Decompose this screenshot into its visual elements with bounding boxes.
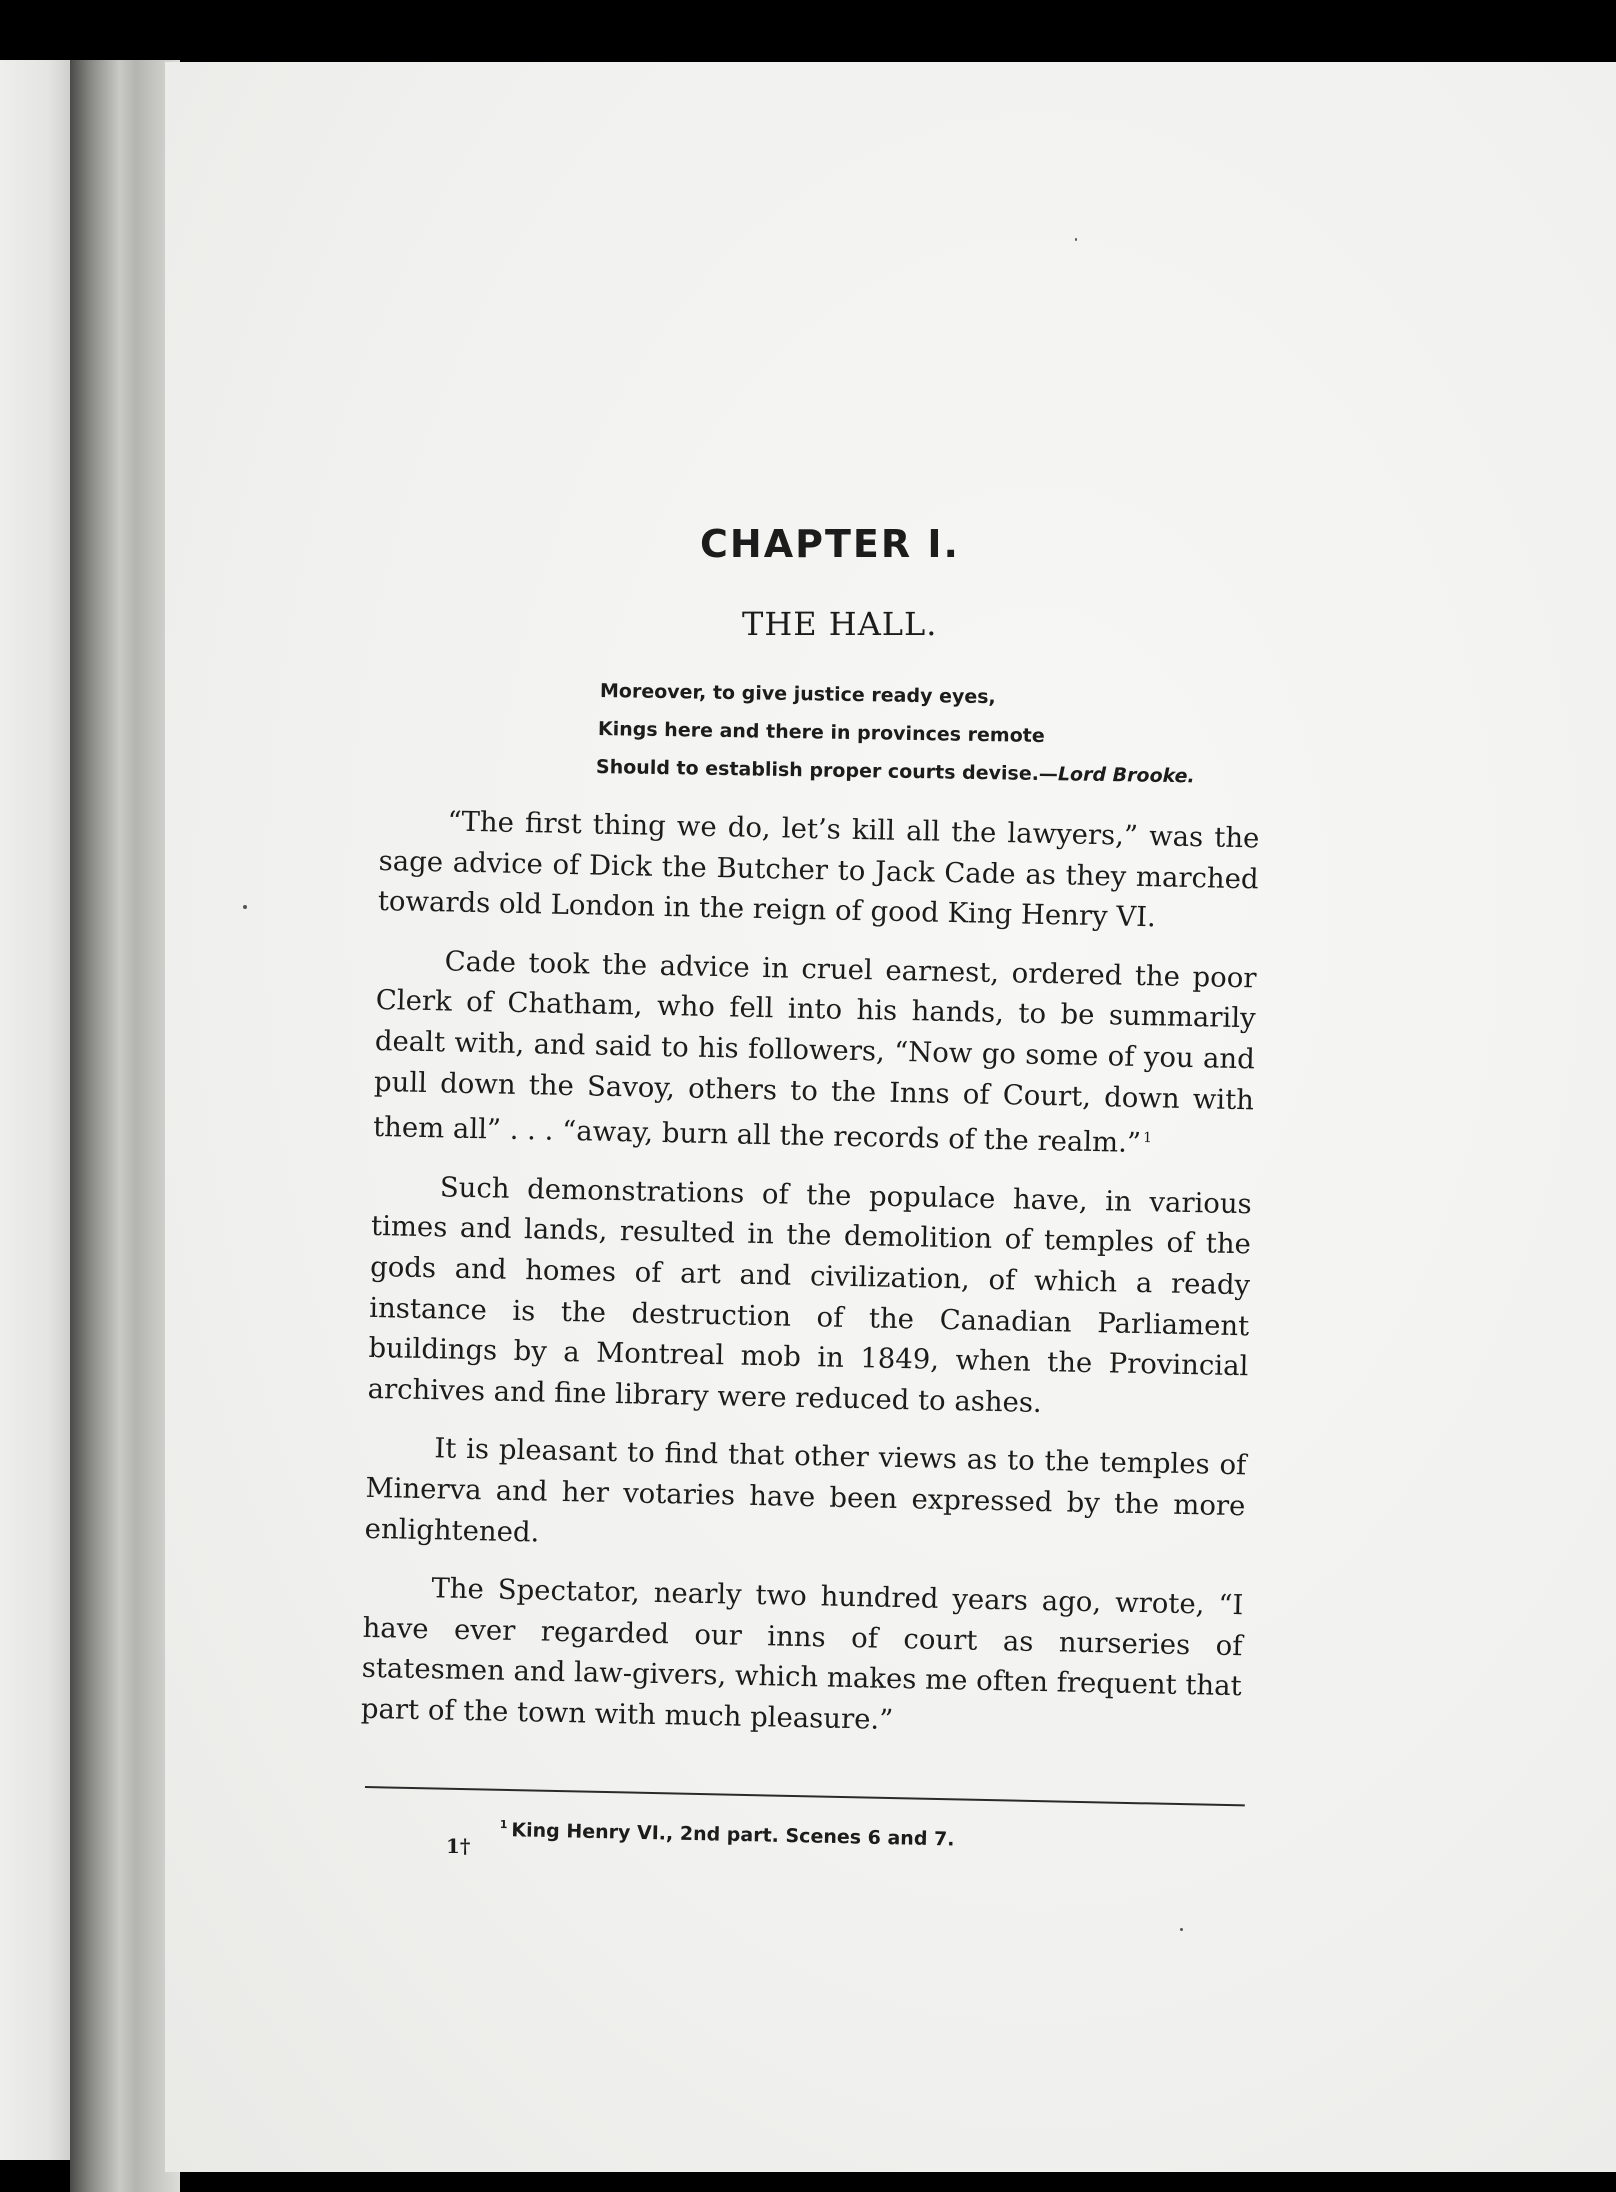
epigraph-attribution: Lord Brooke. xyxy=(1057,763,1195,788)
footnote-text: King Henry VI., 2nd part. Scenes 6 and 7. xyxy=(511,1819,955,1851)
paragraph: It is pleasant to find that other views as to the temples of Minerva and her votaries have been expressed by the more enlightened. xyxy=(364,1432,1247,1548)
epigraph-line: Moreover, to give justice ready eyes, xyxy=(599,680,996,709)
footnote-marker: 1 xyxy=(499,1818,508,1832)
body-text xyxy=(360,800,1260,1766)
paragraph: The Spectator, nearly two hundred years ago, wrote, “I have ever regarded our inns of court as nurseries of statesmen and law-givers, which makes me often frequent that part of the town with much pleasure.” xyxy=(360,1572,1244,1736)
paragraph: “The first thing we do, let’s kill all the lawyers,” was the sage advice of Dick the Butcher to Jack Cade as they marched towards old London in the reign of good King Henry VI. xyxy=(377,805,1260,934)
footnote-reference: 1 xyxy=(1142,1130,1153,1147)
chapter-heading: CHAPTER I. xyxy=(700,522,960,566)
section-title: THE HALL. xyxy=(742,605,938,643)
paper-speck xyxy=(243,905,247,909)
paragraph: Such demonstrations of the populace have, in various times and lands, resulted in the demolition of temples of the gods and homes of art and civilization, of which a ready instance is the destruction of the Canadian Parliament buildings by a Montreal mob in 1849, when the Provincial archives and fine library were reduced to ashes. xyxy=(367,1171,1253,1419)
epigraph-line: Kings here and there in provinces remote xyxy=(597,718,1045,748)
epigraph-line-text: Should to establish proper courts devise.— xyxy=(595,756,1059,786)
paragraph-text: Cade took the advice in cruel earnest, ordered the poor Clerk of Chatham, who fell into his hands, to be summarily dealt with, and said to his followers, “Now go some of you and pull down the Savoy, others to the Inns of Court, down with them all” . . . “away, burn all the records of the realm.” xyxy=(372,945,1257,1160)
paper-speck xyxy=(1180,1928,1183,1931)
paragraph xyxy=(373,940,1257,1166)
book-gutter-shadow xyxy=(70,60,180,2192)
facing-page-edge xyxy=(0,60,70,2160)
paper-speck xyxy=(1075,238,1077,241)
signature-mark: 1† xyxy=(446,1834,471,1858)
epigraph xyxy=(595,672,1260,788)
